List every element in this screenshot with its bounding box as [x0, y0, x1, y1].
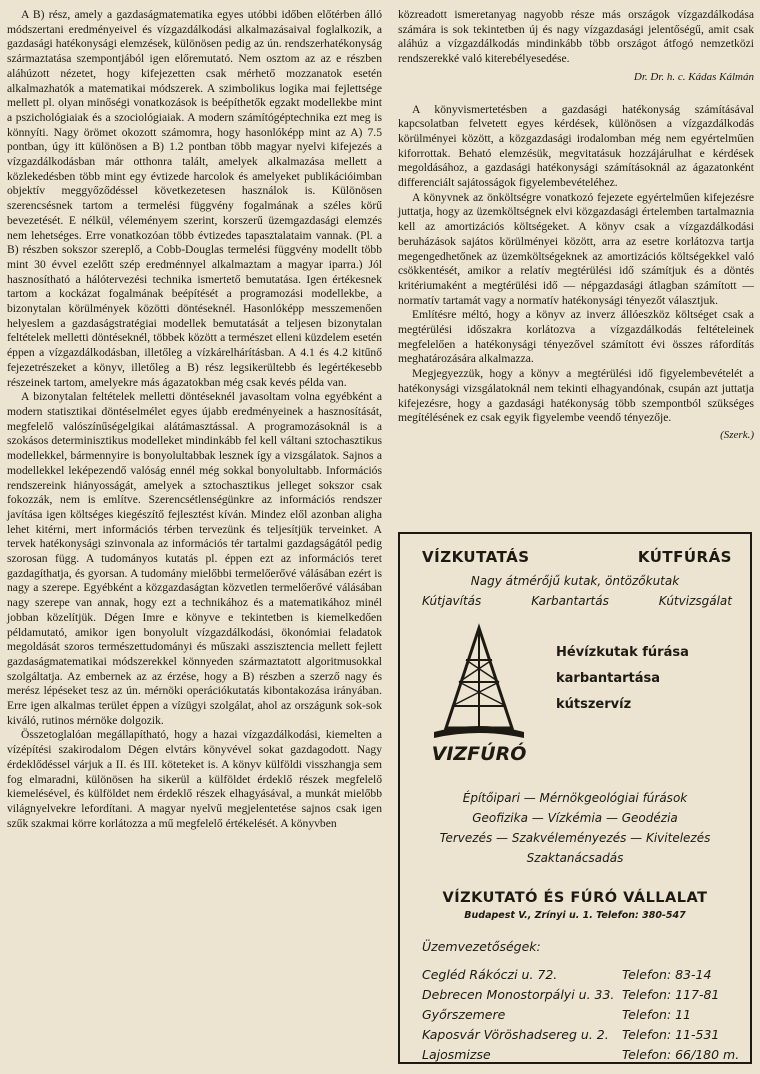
hevizkutak-line: karbantartása	[556, 671, 661, 686]
unit-phone: Telefon: 66/180 m.	[622, 1046, 740, 1062]
author: Dr. Dr. h. c. Kádas Kálmán	[633, 70, 754, 83]
right-column	[398, 8, 754, 459]
left-column	[7, 8, 382, 831]
paragraph: Említésre méltó, hogy a könyv az inverz állóeszköz költséget csak a megtérülési időszakra korlátozva a vízgazdálkodás feltételeinek megfelelően a hatékonysági tényezővel számított évi összes ráfordítás meghatározására alkalmazza.	[398, 308, 754, 366]
derrick-logo-icon	[424, 620, 534, 770]
paragraph: A könyvismertetésben a gazdasági hatékonyság számításával kapcsolatban felvetett egyes kérdések, különösen a vízgazdálkodás körülményei között, a közgazdasági irodalomban még nem egyértelműen kiforrottak. Beható elemzésük, megvitatásuk hozzájárulhat e kérdések megoldásához, a gazdasági hatékonysági számításoknál az ágazatonként differenciált sajátosságok figyelembevételéhez.	[398, 102, 754, 190]
ad-service: Kútjavítás	[422, 594, 482, 608]
table-row	[422, 964, 739, 984]
ad-service: Karbantartás	[531, 594, 609, 608]
unit-phone: Telefon: 117-81	[622, 986, 720, 1002]
unit-phone: Telefon: 11	[622, 1006, 692, 1022]
paragraph: Összetoglalóan megállapítható, hogy a hazai vízgazdálkodási, kiemelten a vízépítési szakirodalom Dégen elvtárs könyvével sokat gazdagodott. Nagy érdeklődéssel várjuk a II. és III. köteteket is. A könyv külföldi visszhangja sem fog elmaradni, különösen ha sikerül a külföldet érdeklő részek megfelelő kiemelésével, és külföldet nem érdeklő részek elhagyásával, a munkát mielőbb világnyelvekre lefordítani. A magyar nyelvű megjelentetése sajnos csak igen szűk szakmai körre korlátozza a mű megfelelő értékelését. A könyvben	[7, 728, 382, 830]
unit-name: Lajosmizse	[422, 1046, 491, 1062]
unit-name: Kaposvár Vöröshadsereg u. 2.	[422, 1026, 609, 1042]
unit-phone: Telefon: 11-531	[622, 1026, 720, 1042]
paragraph: Megjegyezzük, hogy a könyv a megtérülési idő figyelembevételét a hatékonysági vizsgálatoknál nem tekinti elhagyandónak, csupán azt juttatja kifejezésre, hogy a gazdasági hatékonyság több szempontból szükséges megítélésének ez csak egyik figyelembe veendő tényezője.	[398, 367, 754, 425]
ad-service: Kútvizsgálat	[658, 594, 732, 608]
advertisement	[398, 532, 752, 1064]
units-title: Üzemvezetőségek:	[422, 939, 541, 954]
units-table	[422, 964, 739, 1064]
hevizkutak-line: Hévízkutak fúrása	[556, 645, 689, 660]
ad-title-left: VÍZKUTATÁS	[422, 548, 530, 566]
paragraph: A bizonytalan feltételek melletti döntéseknél javasoltam volna egyébként a modern statisztikai döntéselmélet egyes újabb eredményeinek a hasznosítását, megfelelő valószínűségelgikai alátámasztással. A programozásoknál is a szokásos determinisztikus modelleket mindinkább fel kell váltani sztochasztikus modellekkel, bármennyire is bonyolultabbak lesznek így a vizsgálatok. Sajnos a modellekkel leképezendő valóság ennél még sokkal bonyolultabb. Információs rendszereink hiányosságát, amelyek a sztochasztikus jelleget sokszor csak fokozzák, nem is említve. Szerencsétlenségünkre az információs rendszer javítása igen költséges kiegészítő fejlesztést kíván. Mindez elől azonban aligha lehet kitérni, mert információs térben tervezünk és teljesítjük terveinket. A tervek hatékonysági szinvonala az információs tér tartalmi gazdagságától pedig szorosan függ. A tudományos kutatás pl. éppen ezt az információs teret gazdagíthatja, és gyorsan. A tudomány mielőbbi termelőerővé válásában ezért is nagy a szerepe. Egyébként a közgazdaságtan közvetlen termelőerővé válásában nagy szerepe van annak, hogy ezt a technikához és a matematikához minél jobban közelítjük. Dégen Imre e könyve e tekintetben is kiemelkedően példamutató, amikor igen bonyolult vízgazdálkodási, ökonómiai feladatok megoldását szoros természettudományi és műszaki asszisztencia mellett fejlett gazdaságmatematikai módszerekkel könnyeden származtatott algoritmusokkal szolgáltatja. Az embernek az az érzése, hogy a B) részben a szerző nagy és merész lépéseket tesz az ún. mérnöki operációkutatás kibontakozása irányában. Erre igen alkalmas terület éppen a vízügyi szolgálat, ahol az országunk sok-sok kiváló, rutinos mérnöke dolgozik.	[7, 390, 382, 727]
table-row	[422, 1004, 739, 1024]
unit-name: Debrecen Monostorpályi u. 33.	[422, 986, 615, 1002]
logo-text: VIZFÚRÓ	[431, 743, 527, 765]
paragraph: A könyvnek az önköltségre vonatkozó fejezete egyértelműen kifejezésre juttatja, hogy az üzemköltségnek elvi közgazdasági értelemben tartalmaznia kell az amortizációs költségeket. A könyv csak a vízgazdálkodási beruházások sajátos körülményei között, arra az esetre korlátozva tartja megengedhetőnek az üzemköltségeknek az amortizációs költségekkel való csökkentését, amikor a relatív megtérülési idő számítjuk és a döntés kritériumaként a megtérülési idő — népgazdasági átlagban számított — normatív tartamát vagy a normatív hatékonysági tényezőt választjuk.	[398, 190, 754, 307]
company-name: VÍZKUTATÓ ÉS FÚRÓ VÁLLALAT	[442, 890, 708, 906]
unit-name: Győrszemere	[422, 1006, 506, 1022]
ad-line: Nagy átmérőjű kutak, öntözőkutak	[470, 574, 680, 588]
paragraph: közreadott ismeretanyag nagyobb része más országok vízgazdálkodása számára is sok tekintetben új és nagy vízgazdasági jelentőségű, amit csak aláhúz a vízgazdálkodás mindinkább több országot átfogó nemzetközi rendszerekké való kiterebélyesedése.	[398, 8, 754, 66]
ad-title-right: KÚTFÚRÁS	[637, 548, 732, 566]
ad-service-line: Építőipari — Mérnökgeológiai fúrások	[462, 791, 688, 805]
paragraph: A B) rész, amely a gazdaságmatematika egyes utóbbi időben előtérben álló módszertani eredményeivel és vízgazdálkodási alkalmazásaival foglalkozik, a gazdasági hatékonysági elemzések, különösen pedig az ún. rendszerhatékonyság származtatása szempontjából igen előremutató. Nem osztom az az e részben aláhúzott nézetet, hogy kifejezetten csak mérhető mozzanatok esetén alkalmazhatók a matematikai módszerek. A szimbolikus logika mai fejlettsége mellett pl. olyan minőségi vonatkozások is beépíthetők egzakt modellekbe mint a pszichológiaiak és a szociológiaiak. A modern számítógéptechnika ezt meg is könnyíti. Nagy örömet okozott számomra, hogy hasonlóképp mint az A) 7.5 pontban, úgy itt különösen a B) 1.2 pontban több magyar nyelvi kifejezés a vízgazdálkodásban már otthonra talált, amelyek alkalmazása mellett a közlekedésben több mint egy évtizede harcolok és amelyeket publikációimban objektív meggyőződéssel következetesen használok is. Különösen szerencsésnek tartom a termelési függvény fogalmának a széles körű bevezetését. E nélkül, véleményem szerint, korszerű üzemgazdasági elemzés nem lehetséges. Erre vonatkozóan több évtizedes tapasztalataim vannak. (Pl. a B) részben sokszor szereplő, a Cobb-Douglas termelési függvény modellt több mint 30 évvel ezelőtt szép eredménnyel alkalmaztam a magyar iparra.) Jól hasznosítható a hálótervezési technika ismertető bemutatása. Igen értékesnek tartom a kockázat fogalmának beépítését a programozási modellekbe, a bizonytalan körülmények közötti döntéseknél. Hasonlóképp messzemenően helyeslem a gazdaságstratégiai modellek bemutatását a teljesen bizonytalan feltételek melletti döntéseknél, többek között a természet elleni küzdelem esetén éppen a vízgazdálkodásban, illetőleg a vízkárelhárításban. A 4.1 és 4.2 kitűnő fejezetrészeket a könyv, illetőleg a B) rész legsikerültebb és legértékesebb részeinek tartom, amelyekre más ágazatokban még csak kevés példa van.	[7, 8, 382, 389]
ad-service-line: Szaktanácsadás	[526, 851, 624, 865]
ad-service-line: Geofizika — Vízkémia — Geodézia	[472, 811, 678, 825]
table-row	[422, 984, 739, 1004]
hevizkutak-line: kútszervíz	[556, 697, 632, 712]
table-row	[422, 1024, 739, 1044]
ad-service-line: Tervezés — Szakvéleményezés — Kivitelezés	[439, 831, 711, 845]
signature: (Szerk.)	[720, 428, 754, 441]
unit-phone: Telefon: 83-14	[622, 966, 712, 982]
table-row	[422, 1044, 739, 1064]
company-address: Budapest V., Zrínyi u. 1. Telefon: 380-547	[464, 910, 686, 921]
unit-name: Cegléd Rákóczi u. 72.	[422, 966, 558, 982]
